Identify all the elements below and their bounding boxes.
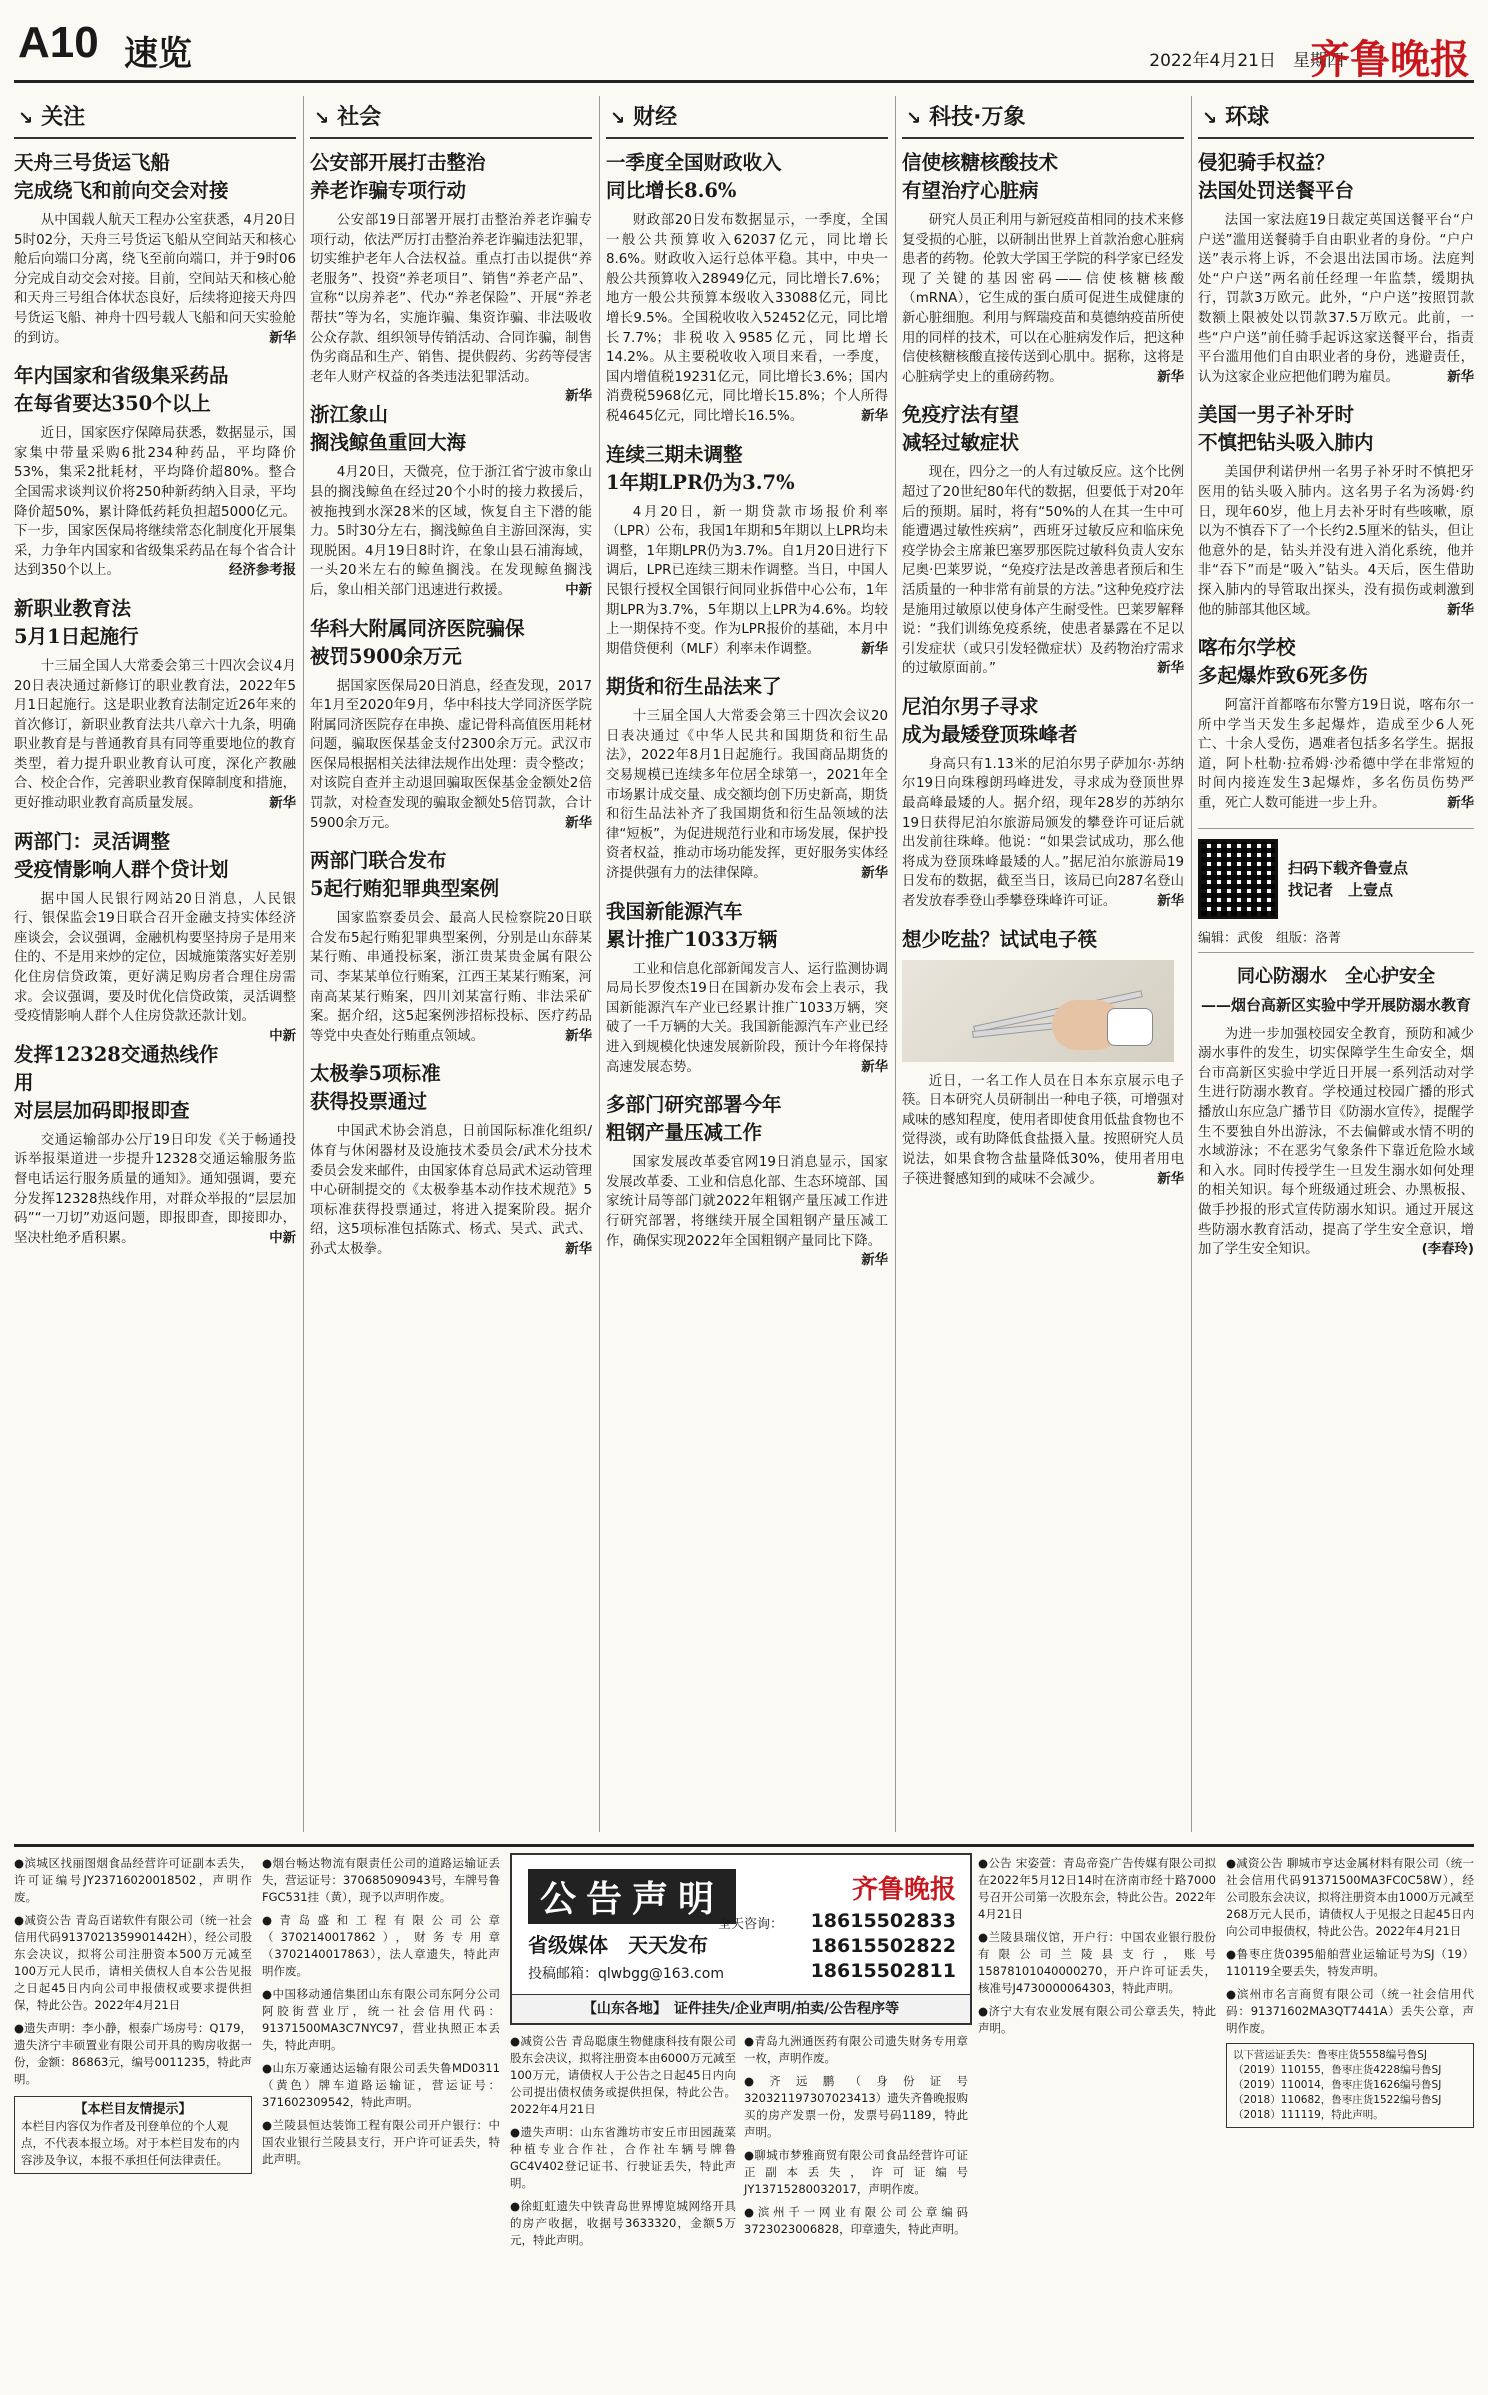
arrow-icon: ↘ bbox=[610, 108, 626, 129]
section-title: 速览 bbox=[124, 34, 192, 74]
arrow-icon: ↘ bbox=[906, 108, 922, 129]
article bbox=[14, 149, 296, 348]
article-headline: 喀布尔学校 多起爆炸致6死多伤 bbox=[1198, 636, 1368, 688]
column-divider bbox=[895, 96, 896, 1832]
permit-notice-box: 以下营运证丢失：鲁枣庄货5558编号鲁SJ（2019）110155，鲁枣庄货4228编号鲁SJ（2019）110014，鲁枣庄货1626编号鲁SJ（2018）110682，鲁枣庄货1522编号鲁SJ（2018）111119，特此声明。 bbox=[1226, 2043, 1474, 2128]
page-number: A10 bbox=[18, 18, 99, 67]
article-body: 据中国人民银行网站20日消息，人民银行、银保监会19日联合召开金融支持实体经济座谈会，会议强调，金融机构要坚持房子是用来住的、不是用来炒的定位，因城施策落实好差别化住房信贷政策，更好满足购房者合理住房需求。会议强调，要及时优化信贷政策，灵活调整受疫情影响人群个人住房贷款还款计划。 中新 bbox=[14, 891, 296, 1044]
article bbox=[1198, 963, 1474, 1260]
arrow-icon: ↘ bbox=[18, 108, 34, 129]
article-headline: 天舟三号货运飞船 完成绕飞和前向交会对接 bbox=[14, 151, 229, 202]
classified-ads bbox=[14, 1844, 1474, 2387]
article-headline: 新职业教育法 5月1日起施行 bbox=[14, 596, 139, 648]
article-headline: 华科大附属同济医院骗保 被罚5900余万元 bbox=[310, 616, 525, 668]
article bbox=[310, 615, 592, 834]
article-headline: 年内国家和省级集采药品 在每省要达350个以上 bbox=[14, 364, 229, 416]
banner-phones: 18615502833 18615502822 18615502811 bbox=[810, 1910, 956, 1982]
article-body: 财政部20日发布数据显示，一季度，全国一般公共预算收入62037亿元，同比增长8.6%。财政收入运行总体平稳。其中，中央一般公共预算收入28949亿元，同比增长7.6%；地方一般公共预算本级收入33088亿元，同比增长9.5%。全国税收收入52452亿元，同比增长7.7%；非税收入9585亿元，同比增长14.2%。从主要税收收入项目来看，一季度，国内增值税19231亿元，同比增长3.6%；国内消费税5968亿元，同比增长15.8%；个人所得税4645亿元，同比增长16.5%。 新华 bbox=[606, 213, 888, 424]
editor-credit: 编辑：武俊 组版：洛菁 bbox=[1198, 927, 1474, 953]
column-heading: ↘ 社会 bbox=[310, 96, 592, 139]
article-headline: 美国一男子补牙时 不慎把钻头吸入肺内 bbox=[1198, 403, 1374, 455]
article bbox=[14, 828, 296, 1044]
article-body: 中国武术协会消息，日前国际标准化组织/体育与休闲器材及设施技术委员会/武术分技术委员会发来邮件，由国家体育总局武术运动管理中心研制提交的《太极拳基本动作技术规范》5项标准获得投票通过，将进入提案阶段。据介绍，这5项标准包括陈式、杨式、吴式、武式、孙式太极拳。 新华 bbox=[310, 1124, 592, 1257]
qr-promo: 扫码下载齐鲁壹点 找记者 上壹点 bbox=[1198, 828, 1474, 919]
arrow-icon: ↘ bbox=[1202, 108, 1218, 129]
ads-column: ●烟台畅达物流有限责任公司的道路运输证丢失，营运证号：370685090943号，车牌号鲁FGC531挂（黄），现予以声明作废。 ●青岛盛和工程有限公司公章（3702140017862），财务专用章（3702140017863），法人章遗失，特此声明作废。 ●中国移动通信集团山东有限公司东阿分公司阿胶街营业厅，统一社会信用代码：91371500MA3C7NYC97，营业执照正本丢失，特此声明。 ●山东万豪通达运输有限公司丢失鲁MD0311（黄色）牌车道路运输证，营运证号：371602309542，特此声明。 ●兰陵县恒达装饰工程有限公司开户银行：中国农业银行兰陵县支行，开户许可证丢失，特此声明。 bbox=[262, 1856, 500, 2166]
banner-logo: 齐鲁晚报 bbox=[851, 1875, 956, 1905]
article bbox=[310, 1060, 592, 1259]
article bbox=[902, 926, 1184, 1190]
article-headline: 期货和衍生品法来了 bbox=[606, 675, 782, 699]
article-headline: 浙江象山 搁浅鲸鱼重回大海 bbox=[310, 403, 467, 455]
article-body: 4月20日，新一期贷款市场报价利率（LPR）公布，我国1年期和5年期以上LPR均未调整，1年期LPR仍为3.7%。自1月20日进行下调后，LPR已连续三期未作调整。当日，中国人民银行授权全国银行间同业拆借中心公布，1年期LPR为3.7%，5年期以上LPR为4.6%。均较上一期保持不变。作为LPR报价的基础，本月中期借贷便利（MLF）利率未作调整。 新华 bbox=[606, 504, 888, 657]
article-body: 现在，四分之一的人有过敏反应。这个比例超过了20世纪80年代的数据，但要低于对20年后的预期。届时，将有“50%的人在其一生中可能遭遇过敏性疾病”，西班牙过敏反应和临床免疫学协会主席兼巴塞罗那医院过敏科负责人安东尼奥·巴莱罗说，“免疫疗法是改善患者预后和生活质量的一种非常有前景的方法。”这种免疫疗法是施用过敏原以使身体产生耐受性。巴莱罗解释说：“我们训练免疫系统，使患者暴露在不足以引发症状（或只引发轻微症状）及药物治疗需求的过敏原面前。” 新华 bbox=[902, 465, 1184, 677]
column-divider bbox=[599, 96, 600, 1832]
article-headline: 信使核糖核酸技术 有望治疗心脏病 bbox=[902, 151, 1059, 202]
article bbox=[902, 401, 1184, 679]
article-body: 国家发展改革委官网19日消息显示，国家发展改革委、工业和信息化部、生态环境部、国家统计局等部门就2022年粗钢产量压减工作进行研究部署，将继续开展全国粗钢产量压减工作，确保实现2022年全国粗钢产量同比下降。 新华 bbox=[606, 1155, 888, 1269]
article-body: 法国一家法庭19日裁定英国送餐平台“户户送”滥用送餐骑手自由职业者的身份。“户户送”表示将上诉，不会退出法国市场。法庭判处“户户送”两名前任经理一年监禁，缓期执行，罚款3万欧元。此外，“户户送”按照罚款数额上限被处以罚款37.5万欧元。此前，一些“户户送”前任骑手起诉这家送餐平台，指责平台滥用他们自由职业者的身份，逃避责任，认为这家企业应把他们聘为雇员。 新华 bbox=[1198, 213, 1474, 385]
article bbox=[310, 847, 592, 1046]
article-headline: 太极拳5项标准 获得投票通过 bbox=[310, 1062, 441, 1114]
ads-column: ●青岛九洲通医药有限公司遗失财务专用章一枚，声明作废。 ●齐远鹏（身份证号320321197307023413）遗失齐鲁晚报购买的房产发票一份，发票号码1189，特此声明。 ●聊城市梦雅商贸有限公司食品经营许可证正副本丢失，许可证编号JY13715280032017，声明作废。 ●滨州千一网业有限公司公章编码3723023006828，印章遗失，特此声明。 bbox=[744, 2034, 968, 2236]
article-body: 工业和信息化部新闻发言人、运行监测协调局局长罗俊杰19日在国新办发布会上表示，我国新能源汽车产业已经累计推广1033万辆，突破了一千万辆的大关。我国新能源汽车产业已经进入到规模化快速发展新阶段，预计今年将保持高速发展态势。 新华 bbox=[606, 961, 888, 1075]
article-body: 身高只有1.13米的尼泊尔男子萨加尔·苏纳尔19日向珠穆朗玛峰进发，寻求成为登顶世界最高峰最矮的人。据介绍，现年28岁的苏纳尔19日获得尼泊尔旅游局颁发的攀登许可证后就出发前往珠峰。他说：“如果尝试成功，那么他将成为登顶珠峰最矮的人。”据尼泊尔旅游局19日发布的数据，截至当日，该局已向287名登山者发放春季登山季攀登珠峰许可证。 新华 bbox=[902, 756, 1184, 910]
ads-column: ●公告 宋姿萱：青岛帝瓷广告传媒有限公司拟在2022年5月12日14时在济南市经十路7000号召开公司第一次股东会，特此公告。2022年4月21日 ●兰陵县瑞仪馆，开户行：中国农业银行股份有限公司兰陵县支行，账号15878101040000270，开户许可证丢失，核准号J4730000064303，特此声明。 ●济宁大有农业发展有限公司公章丢失，特此声明。 bbox=[978, 1856, 1216, 2035]
column-divider bbox=[1191, 96, 1192, 1832]
article-body: 据国家医保局20日消息，经查发现，2017年1月至2020年9月，华中科技大学同济医学院附属同济医院存在串换、虚记骨科高值医用耗材问题，骗取医保基金支付2300余万元。武汉市医保局根据相关法律法规作出处理：责令整改；对该院自查并主动退回骗取医保基金金额处2倍罚款，对检查发现的骗取金额处5倍罚款，合计5900余万元。 新华 bbox=[310, 678, 592, 831]
qr-code-icon[interactable] bbox=[1198, 839, 1278, 919]
article bbox=[902, 693, 1184, 912]
article bbox=[606, 149, 888, 427]
column-shehui bbox=[310, 96, 592, 1832]
article-body: 公安部19日部署开展打击整治养老诈骗专项行动，依法严厉打击整治养老诈骗违法犯罪，切实维护老年人合法权益。重点打击以提供“养老服务”、投资“养老项目”、销售“养老产品”、宣称“以房养老”、代办“养老保险”、开展“养老帮扶”等为名，实施诈骗、集资诈骗、非法吸收公众存款、组织领导传销活动、合同诈骗，制售伪劣商品和生产、销售、提供假药、劣药等侵害老年人财产权益的各类违法犯罪活动。 新华 bbox=[310, 213, 592, 405]
wristband-device bbox=[1107, 1008, 1153, 1046]
ads-column: ●减资公告 青岛聪康生物健康科技有限公司股东会决议，拟将注册资本由6000万元减至100万元，请债权人于公告之日起45日内向公司提出债权债务或提供担保，特此公告。2022年4月21日 ●遗失声明：山东省潍坊市安丘市田园蔬菜种植专业合作社，合作社车辆号牌鲁GC4V402登记证书、行驶证丢失，特此声明。 ●徐虹虹遗失中铁青岛世界博览城网络开具的房产收据，收据号3633320，金额5万元，特此声明。 bbox=[510, 2034, 736, 2247]
newspaper-logo: 齐鲁晚报 bbox=[1310, 36, 1470, 83]
issue-date: 2022年4月21日 星期四 bbox=[1149, 51, 1344, 71]
ads-column: ●减资公告 聊城市亨达金属材料有限公司（统一社会信用代码91371500MA3FC0C58W），经公司股东会决议，拟将注册资本由1000万元减至268万元人民币，请债权人于见报之日起45日内向公司申报债权，特此公告。2022年4月21日 ●鲁枣庄货0395船舶营业运输证号为SJ（19）110119全要丢失，特发声明。 ●滨州市名言商贸有限公司（统一社会信用代码：91371602MA3QT7441A）丢失公章，声明作废。 以下营运证丢失：鲁枣庄货5558编号鲁SJ（2019）110155，鲁枣庄货4228编号鲁SJ（2019）110014，鲁枣庄货1626编号鲁SJ（2018）110682，鲁枣庄货1522编号鲁SJ（2018）111119，特此声明。 bbox=[1226, 1855, 1474, 2128]
article-headline: 两部门：灵活调整 受疫情影响人群个贷计划 bbox=[14, 829, 229, 881]
article-headline: 公安部开展打击整治 养老诈骗专项行动 bbox=[310, 151, 486, 202]
article-body: 4月20日，天微亮，位于浙江省宁波市象山县的搁浅鲸鱼在经过20个小时的接力救援后，被拖拽到水深28米的区域，恢复自主下潜的能力。5时30分左右，搁浅鲸鱼自主游回深海，实现脱困。4月19日8时许，在象山县石浦海域，一头20米左右的鲸鱼搁浅。在发现鲸鱼搁浅后，象山相关部门迅速进行救援。 中新 bbox=[310, 465, 592, 598]
article bbox=[606, 441, 888, 660]
article bbox=[310, 149, 592, 405]
banner-email: 投稿邮箱：qlwbgg@163.com bbox=[528, 1966, 724, 1982]
article bbox=[606, 898, 888, 1078]
article-body: 阿富汗首都喀布尔警方19日说，喀布尔一所中学当天发生多起爆炸，造成至少6人死亡、十余人受伤，遇难者包括多名学生。据报道，阿卜杜勒·拉希姆·沙希德中学在非常短的时间内接连发生3起爆炸，多名伤员伤势严重，死亡人数可能进一步上升。 新华 bbox=[1198, 698, 1474, 812]
article-body: 十三届全国人大常委会第三十四次会议4月20日表决通过新修订的职业教育法，2022年5月1日起施行。这是职业教育法制定近26年来的首次修订，新职业教育法共八章六十九条，明确职业教育是与普通教育具有同等重要地位的教育类型，着力提升职业教育认可度，深化产教融合、校企合作，完善职业教育保障制度和措施，更好推动职业教育高质量发展。 新华 bbox=[14, 658, 296, 812]
article bbox=[606, 1091, 888, 1269]
column-huanqiu bbox=[1198, 96, 1474, 1832]
column-caijing bbox=[606, 96, 888, 1832]
article-body: 交通运输部办公厅19日印发《关于畅通投诉举报渠道进一步提升12328交通运输服务监督电话运行服务质量的通知》。通知强调，要充分发挥12328热线作用，对群众举报的“层层加码”“一刀切”劝返问题，即报即查，即接即办，坚决杜绝矛盾积累。 中新 bbox=[14, 1132, 296, 1246]
article-headline: 一季度全国财政收入 同比增长8.6% bbox=[606, 151, 782, 202]
column-divider bbox=[303, 96, 304, 1832]
article bbox=[1198, 634, 1474, 814]
column-heading: ↘ 环球 bbox=[1198, 96, 1474, 139]
arrow-icon: ↘ bbox=[314, 108, 330, 129]
ads-column: ●滨城区找丽图烟食品经营许可证副本丢失，许可证编号JY23716020018502，声明作废。 ●减资公告 青岛百诺软件有限公司（统一社会信用代码9137021359901442H），经公司股东会决议，拟将公司注册资本500万元减至100万元人民币，请相关债权人自本公告见报之日起45日内向公司申报债权或要求提供担保，特此公告。2022年4月21日 ●遗失声明：李小静，根泰广场房号：Q179，遗失济宁丰硕置业有限公司开具的购房收据一份，金额：86863元，编号0011235，特此声明。 【本栏目友情提示】 本栏目内容仅为作者及刊登单位的个人观点，不代表本报立场。对于本栏目发布的内容涉及争议，本报不承担任何法律责任。 bbox=[14, 1855, 252, 2174]
banner-slogan: 省级媒体 天天发布 bbox=[528, 1933, 708, 1957]
article-headline: 我国新能源汽车 累计推广1033万辆 bbox=[606, 899, 778, 951]
article-headline: 发挥12328交通热线作用 对层层加码即报即查 bbox=[14, 1042, 219, 1122]
article bbox=[14, 595, 296, 814]
article bbox=[902, 149, 1184, 387]
article bbox=[14, 1041, 296, 1249]
article-body: 美国伊利诺伊州一名男子补牙时不慎把牙医用的钻头吸入肺内。这名男子名为汤姆·约日，现年60岁，他上月去补牙时有些咳嗽，原以为不慎吞下了一个长约2.5厘米的钻头，但让他意外的是，钻头并没有进入消化系统，他并非“吞下”而是“吸入”钻头。4天后，医生借助探入肺内的导管取出探头，没有损伤或刺激到他的肺部其他区域。 新华 bbox=[1198, 465, 1474, 618]
article-headline: 同心防溺水 全心护安全 ——烟台高新区实验中学开展防溺水教育 bbox=[1200, 965, 1471, 1014]
article bbox=[606, 673, 888, 883]
column-heading: ↘ 关注 bbox=[14, 96, 296, 139]
banner-hotline-label: 全天咨询： bbox=[718, 1917, 784, 1932]
electronic-chopsticks-photo bbox=[902, 960, 1174, 1062]
article-body: 为进一步加强校园安全教育，预防和减少溺水事件的发生，切实保障学生生命安全，烟台市高新区实验中学近日开展一系列活动对学生进行防溺水教育。学校通过校园广播的形式播放山东应急广播节目《防溺水宣传》，提醒学生不要独自外出游泳，不去偏僻或水情不明的水域游泳；不在恶劣气象条件下靠近危险水域和入水。同时传授学生一旦发生溺水如何处理的相关知识。每个班级通过班会、办黑板报、做手抄报的形式宣传防溺水知识。通过开展这些防溺水教育活动，提高了学生安全意识，增加了学生安全知识。 (李春玲) bbox=[1198, 1026, 1474, 1258]
notice-banner bbox=[510, 1853, 972, 2025]
article-headline: 侵犯骑手权益？ 法国处罚送餐平台 bbox=[1198, 151, 1355, 202]
column-guanzhu bbox=[14, 96, 296, 1832]
banner-title: 公告声明 bbox=[528, 1869, 736, 1924]
article-body: 近日，一名工作人员在日本东京展示电子筷。日本研究人员研制出一种电子筷，可增强对咸味的感知程度，使用者即使食用低盐食物也不觉得淡，或有助降低食盐摄入量。按照研究人员说法，如果食物含盐量降低30%，使用者用电子筷进餐感知到的咸味不会减少。 新华 bbox=[902, 1073, 1184, 1187]
article bbox=[14, 362, 296, 581]
article-headline: 两部门联合发布 5起行贿犯罪典型案例 bbox=[310, 849, 500, 901]
article-body: 十三届全国人大常委会第三十四次会议20日表决通过《中华人民共和国期货和衍生品法》，2022年8月1日起施行。我国商品期货的交易规模已连续多年位居全球第一，2021年全市场累计成交量、成交额均创下历史新高，期货和衍生品法补齐了我国期货和衍生品领域的法律“短板”，为促进规范行业和市场发展，保护投资者权益，推动市场功能发挥，更好服务实体经济提供强有力的法律保障。 新华 bbox=[606, 709, 888, 882]
article-body: 近日，国家医疗保障局获悉，数据显示，国家集中带量采购6批234种药品，平均降价53%，集采2批耗材，平均降价超80%。整合全国需求谈判议价将250种新药纳入目录，平均降价超50%，累计降低药耗负担超5000亿元。下一步，国家医保局将继续常态化制度化开展集采，力争年内国家和省级集采药品在每个省合计达到350个以上。 经济参考报 bbox=[14, 426, 296, 579]
article-headline: 多部门研究部署今年 粗钢产量压减工作 bbox=[606, 1093, 782, 1145]
article bbox=[1198, 401, 1474, 620]
article-body: 从中国载人航天工程办公室获悉，4月20日5时02分，天舟三号货运飞船从空间站天和核心舱后向端口分离，绕飞至前向端口，并于9时06分完成自动交会对接。目前，空间站天和核心舱和天舟三号组合体状态良好，后续将迎接天舟四号货运飞船、神舟十四号载人飞船和问天实验舱的到访。 新华 bbox=[14, 213, 296, 346]
column-keji bbox=[902, 96, 1184, 1832]
tip-box: 【本栏目友情提示】 本栏目内容仅为作者及刊登单位的个人观点，不代表本报立场。对于本栏目发布的内容涉及争议，本报不承担任何法律责任。 bbox=[14, 2096, 252, 2174]
banner-services: 【山东各地】 证件挂失/企业声明/拍卖/公告程序等 bbox=[512, 1994, 970, 2023]
article-headline: 尼泊尔男子寻求 成为最矮登顶珠峰者 bbox=[902, 694, 1078, 746]
article-headline: 免疫疗法有望 减轻过敏症状 bbox=[902, 403, 1020, 455]
article-body: 研究人员正利用与新冠疫苗相同的技术来修复受损的心脏，以研制出世界上首款治愈心脏病患者的药物。伦敦大学国王学院的科学家已经发现了关键的基因密码——信使核糖核酸（mRNA），它生成的蛋白质可促进生成健康的新心脏细胞。利用与辉瑞疫苗和莫德纳疫苗所使用的同样的技术，可以在心脏病发作后，把这种信使核糖核酸直接传送到心肌中。据称，这将是心脏病学史上的重磅药物。 新华 bbox=[902, 213, 1184, 385]
article-headline: 连续三期未调整 1年期LPR仍为3.7% bbox=[606, 442, 795, 494]
article bbox=[1198, 149, 1474, 387]
article bbox=[310, 401, 592, 600]
article-body: 国家监察委员会、最高人民检察院20日联合发布5起行贿犯罪典型案例，分别是山东薛某某行贿、串通投标案，浙江贵某贵金属有限公司、李某某单位行贿案，江西王某某行贿案，河南高某某行贿案，四川刘某富行贿、非法采矿案。据介绍，这5起案例涉招标投标、医疗药品等党中央查处行贿重点领域。 新华 bbox=[310, 911, 592, 1044]
column-heading: ↘ 财经 bbox=[606, 96, 888, 139]
column-heading: ↘ 科技·万象 bbox=[902, 96, 1184, 139]
article-headline: 想少吃盐？试试电子筷 bbox=[902, 927, 1098, 951]
page-header bbox=[14, 14, 1474, 83]
